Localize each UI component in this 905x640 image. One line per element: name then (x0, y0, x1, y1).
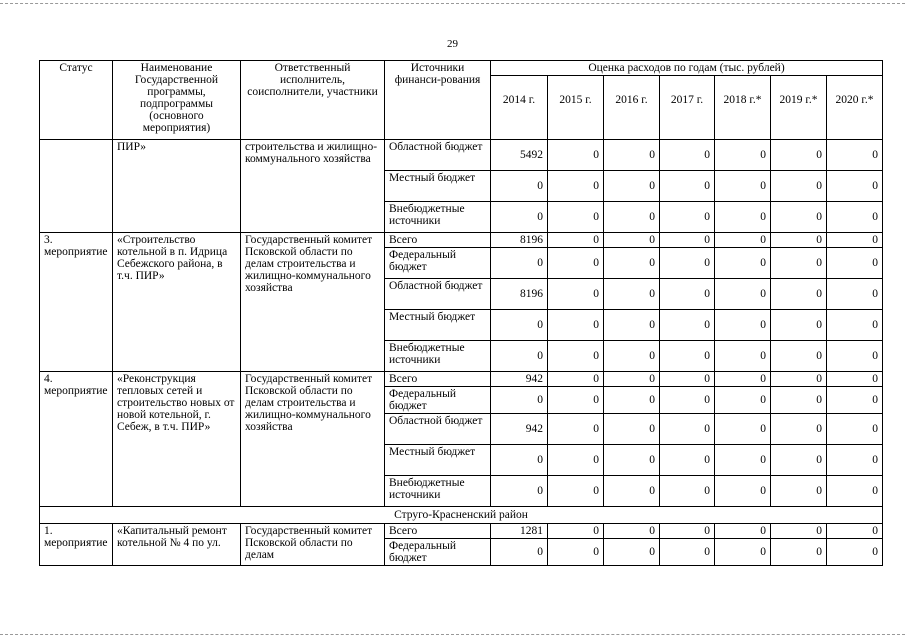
header-year: 2019 г.* (771, 76, 827, 140)
row-value: 8196 (491, 233, 548, 248)
row-value: 0 (771, 171, 827, 202)
row-value: 8196 (491, 279, 548, 310)
header-year: 2020 г.* (827, 76, 883, 140)
row-value: 0 (548, 140, 604, 171)
row-value: 0 (715, 248, 771, 279)
row-value: 0 (771, 476, 827, 507)
row-value: 0 (604, 279, 660, 310)
row-value: 0 (548, 539, 604, 566)
row-source: Местный бюджет (385, 171, 491, 202)
row-source: Местный бюджет (385, 310, 491, 341)
row-value: 0 (660, 476, 715, 507)
row-value: 0 (660, 171, 715, 202)
region-title: Струго-Красненский район (40, 507, 883, 524)
row-value: 0 (715, 387, 771, 414)
row-value: 0 (491, 387, 548, 414)
row-value: 0 (715, 372, 771, 387)
row-value: 0 (491, 171, 548, 202)
row-status: 1. мероприятие (40, 524, 113, 566)
row-value: 0 (604, 248, 660, 279)
row-value: 0 (548, 476, 604, 507)
row-value: 0 (827, 341, 883, 372)
row-value: 0 (771, 279, 827, 310)
row-value: 0 (771, 524, 827, 539)
header-year: 2014 г. (491, 76, 548, 140)
table-row (40, 140, 883, 171)
row-value: 0 (548, 414, 604, 445)
row-source: Внебюджетные источники (385, 202, 491, 233)
row-source: Областной бюджет (385, 414, 491, 445)
row-value: 1281 (491, 524, 548, 539)
row-value: 0 (771, 387, 827, 414)
row-value: 0 (604, 341, 660, 372)
row-value: 0 (604, 310, 660, 341)
row-value: 0 (548, 387, 604, 414)
expenditure-table (39, 60, 883, 566)
row-value: 0 (827, 372, 883, 387)
header-sources: Источники финанси-рования (385, 61, 491, 140)
row-name: «Капитальный ремонт котельной № 4 по ул. (113, 524, 241, 566)
row-value: 0 (715, 279, 771, 310)
row-value: 0 (827, 524, 883, 539)
row-value: 0 (491, 202, 548, 233)
row-value: 0 (604, 539, 660, 566)
row-value: 0 (771, 202, 827, 233)
row-source: Внебюджетные источники (385, 476, 491, 507)
row-source: Областной бюджет (385, 140, 491, 171)
row-value: 0 (548, 310, 604, 341)
row-value: 0 (660, 233, 715, 248)
row-name: «Строительство котельной в п. Идрица Себежского района, в т.ч. ПИР» (113, 233, 241, 372)
row-value: 0 (660, 310, 715, 341)
row-value: 0 (604, 171, 660, 202)
row-value: 0 (771, 140, 827, 171)
header-year: 2016 г. (604, 76, 660, 140)
row-value: 0 (715, 524, 771, 539)
header-estimate: Оценка расходов по годам (тыс. рублей) (491, 61, 883, 76)
row-value: 0 (660, 387, 715, 414)
row-value: 0 (827, 445, 883, 476)
row-responsible: Государственный комитет Псковской области по делам строительства и жилищно-коммунального хозяйства (241, 372, 385, 507)
row-source: Областной бюджет (385, 279, 491, 310)
row-value: 0 (827, 539, 883, 566)
header-year: 2018 г.* (715, 76, 771, 140)
row-value: 0 (660, 445, 715, 476)
row-value: 0 (827, 140, 883, 171)
row-source: Федеральный бюджет (385, 387, 491, 414)
row-value: 0 (827, 387, 883, 414)
row-value: 0 (548, 279, 604, 310)
row-value: 0 (604, 524, 660, 539)
row-value: 0 (715, 310, 771, 341)
row-value: 0 (771, 233, 827, 248)
row-value: 0 (660, 248, 715, 279)
header-year: 2015 г. (548, 76, 604, 140)
row-value: 0 (660, 341, 715, 372)
row-value: 0 (771, 310, 827, 341)
row-value: 0 (715, 140, 771, 171)
row-responsible: Государственный комитет Псковской области по делам строительства и жилищно-коммунального хозяйства (241, 233, 385, 372)
row-source: Всего (385, 233, 491, 248)
row-value: 0 (715, 539, 771, 566)
page-number: 29 (447, 38, 458, 50)
row-value: 0 (604, 414, 660, 445)
row-value: 0 (548, 445, 604, 476)
row-value: 0 (771, 372, 827, 387)
row-value: 0 (827, 202, 883, 233)
row-value: 0 (548, 524, 604, 539)
row-value: 0 (548, 341, 604, 372)
table-row (40, 372, 883, 387)
row-value: 0 (715, 476, 771, 507)
row-value: 0 (715, 445, 771, 476)
row-value: 0 (771, 248, 827, 279)
row-value: 0 (491, 310, 548, 341)
row-source: Всего (385, 524, 491, 539)
row-value: 0 (660, 524, 715, 539)
row-source: Федеральный бюджет (385, 248, 491, 279)
row-value: 0 (491, 248, 548, 279)
row-value: 0 (660, 279, 715, 310)
header-status: Статус (40, 61, 113, 140)
row-value: 0 (771, 414, 827, 445)
row-value: 0 (660, 202, 715, 233)
row-value: 0 (660, 140, 715, 171)
row-value: 0 (827, 248, 883, 279)
row-status: 3. мероприятие (40, 233, 113, 372)
table-row (40, 233, 883, 248)
top-scan-edge (0, 3, 905, 4)
bottom-scan-edge (0, 634, 905, 635)
row-value: 0 (771, 445, 827, 476)
row-value: 942 (491, 372, 548, 387)
row-status: 4. мероприятие (40, 372, 113, 507)
row-responsible: Государственный комитет Псковской области по делам (241, 524, 385, 566)
row-source: Местный бюджет (385, 445, 491, 476)
row-responsible: строительства и жилищно-коммунального хозяйства (241, 140, 385, 233)
row-value: 0 (604, 233, 660, 248)
row-value: 0 (715, 341, 771, 372)
row-status (40, 140, 113, 233)
row-value: 0 (771, 539, 827, 566)
row-value: 0 (827, 310, 883, 341)
row-value: 0 (604, 445, 660, 476)
row-value: 0 (491, 539, 548, 566)
row-value: 0 (604, 372, 660, 387)
region-row (40, 507, 883, 524)
header-name: Наименование Государственной программы, подпрограммы (основного мероприятия) (113, 61, 241, 140)
row-value: 0 (827, 414, 883, 445)
row-value: 0 (771, 341, 827, 372)
row-value: 0 (548, 233, 604, 248)
row-value: 0 (604, 476, 660, 507)
row-name: «Реконструкция тепловых сетей и строительство новых от новой котельной, г. Себеж, в т.ч. ПИР» (113, 372, 241, 507)
header-year: 2017 г. (660, 76, 715, 140)
row-value: 0 (548, 171, 604, 202)
row-source: Федеральный бюджет (385, 539, 491, 566)
row-value: 0 (827, 233, 883, 248)
row-value: 0 (548, 248, 604, 279)
row-value: 0 (715, 233, 771, 248)
row-value: 0 (660, 414, 715, 445)
row-value: 0 (660, 539, 715, 566)
row-value: 0 (604, 140, 660, 171)
header-responsible: Ответственный исполнитель, соисполнители, участники (241, 61, 385, 140)
row-value: 942 (491, 414, 548, 445)
row-name: ПИР» (113, 140, 241, 233)
row-value: 0 (827, 279, 883, 310)
row-source: Всего (385, 372, 491, 387)
row-value: 5492 (491, 140, 548, 171)
row-value: 0 (827, 171, 883, 202)
row-value: 0 (827, 476, 883, 507)
row-value: 0 (491, 476, 548, 507)
row-source: Внебюджетные источники (385, 341, 491, 372)
row-value: 0 (604, 387, 660, 414)
row-value: 0 (715, 171, 771, 202)
row-value: 0 (491, 341, 548, 372)
row-value: 0 (548, 372, 604, 387)
table-row (40, 524, 883, 539)
row-value: 0 (715, 202, 771, 233)
row-value: 0 (715, 414, 771, 445)
row-value: 0 (491, 445, 548, 476)
row-value: 0 (604, 202, 660, 233)
row-value: 0 (548, 202, 604, 233)
row-value: 0 (660, 372, 715, 387)
